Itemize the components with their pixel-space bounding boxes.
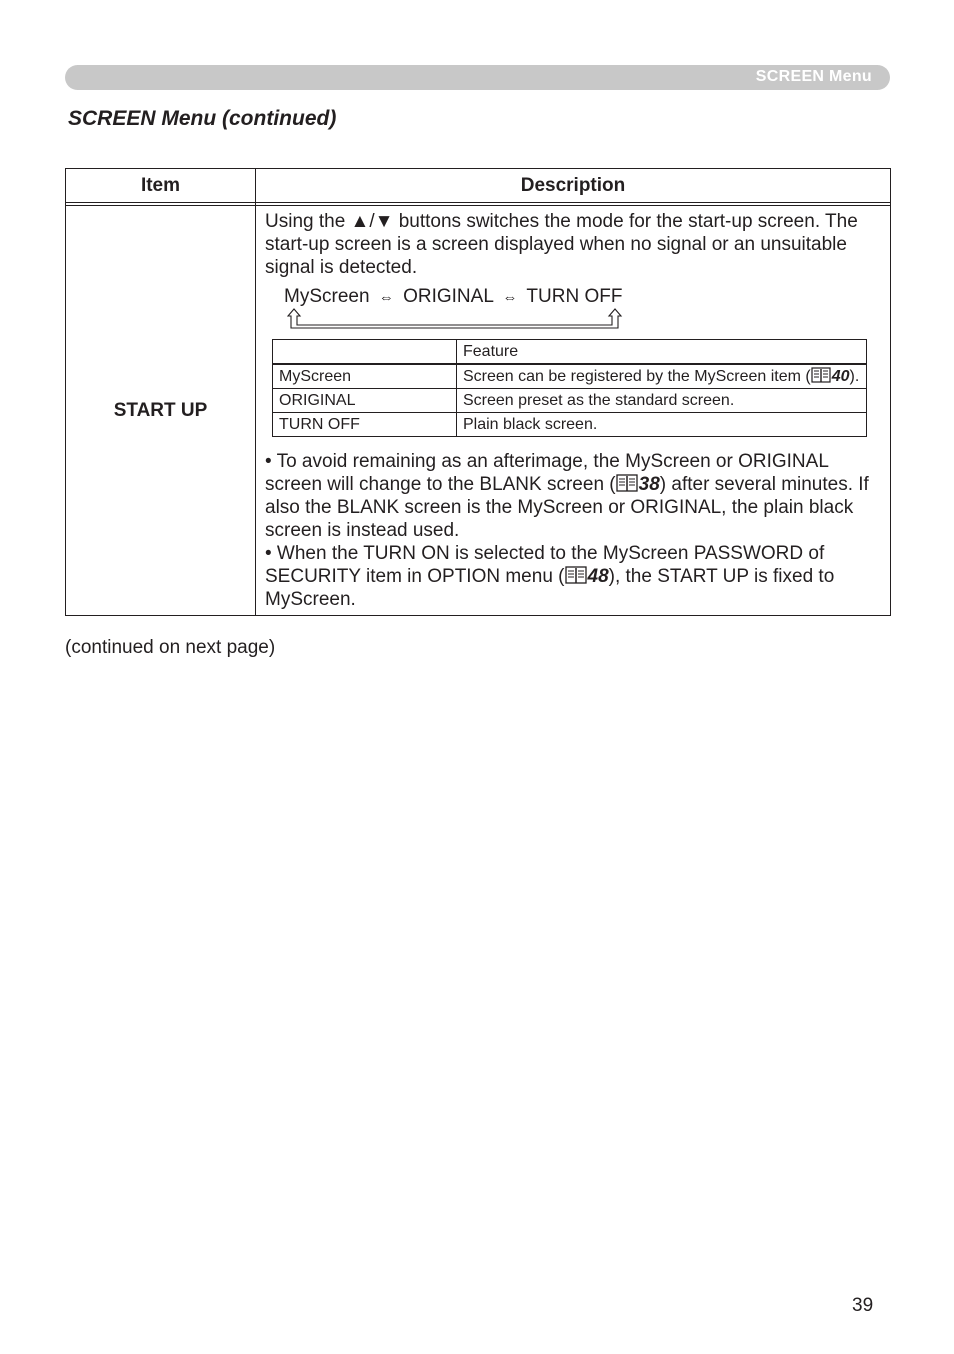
column-header-item: Item [66,169,256,203]
screen-menu-table [65,168,891,616]
sequence-myscreen: MyScreen [284,286,370,307]
feature-table-header [273,340,867,365]
item-start-up: START UP [66,206,256,616]
sequence-turn-off: TURN OFF [526,286,623,307]
feature-description: Plain black screen. [457,413,867,437]
continued-note: (continued on next page) [65,637,276,658]
page-number: 39 [852,1295,874,1316]
section-title: SCREEN Menu (continued) [68,107,337,130]
column-header-description: Description [256,169,891,203]
table-row [66,206,891,616]
note-afterimage: • To avoid remaining as an afterimage, the MyScreen or ORIGINAL screen will change to the BLANK screen ( 38) after several minutes. If also the BLANK screen is the MyScreen or ORIGINAL, the plain black screen is instead used. [265,451,869,541]
description-cell [256,206,891,616]
notes [265,450,880,611]
feature-name: MyScreen [273,364,457,389]
table-row [273,389,867,413]
intro-text: Using the ▲/▼ buttons switches the mode for the start-up screen. The start-up screen is a screen displayed when no signal or an unsuitable signal is detected. [265,211,858,278]
table-header-row [66,169,891,203]
book-reference-icon [616,474,638,492]
table-row [273,413,867,437]
table-row [273,364,867,389]
loop-arrow-icon [287,307,627,331]
feature-name: TURN OFF [273,413,457,437]
double-arrow-icon: ⇔ [502,289,518,306]
page-reference: 38 [638,474,660,495]
feature-description: Screen can be registered by the MyScreen item ( 40). [457,364,867,389]
feature-header-feature: Feature [457,340,867,365]
book-reference-icon [565,566,587,584]
feature-table [272,339,867,437]
header-section-label: SCREEN Menu [755,68,872,85]
page-reference: 48 [587,566,609,587]
feature-name: ORIGINAL [273,389,457,413]
note-password: • When the TURN ON is selected to the MyScreen PASSWORD of SECURITY item in OPTION menu ( 48), the START UP is fixed to MyScreen. [265,543,835,610]
sequence-original: ORIGINAL [403,286,494,307]
page-reference: 40 [831,368,850,385]
double-arrow-icon: ⇔ [378,289,394,306]
mode-sequence [284,285,880,337]
feature-description: Screen preset as the standard screen. [457,389,867,413]
feature-header-blank [273,340,457,365]
header-bar [65,65,890,90]
book-reference-icon [811,367,831,383]
